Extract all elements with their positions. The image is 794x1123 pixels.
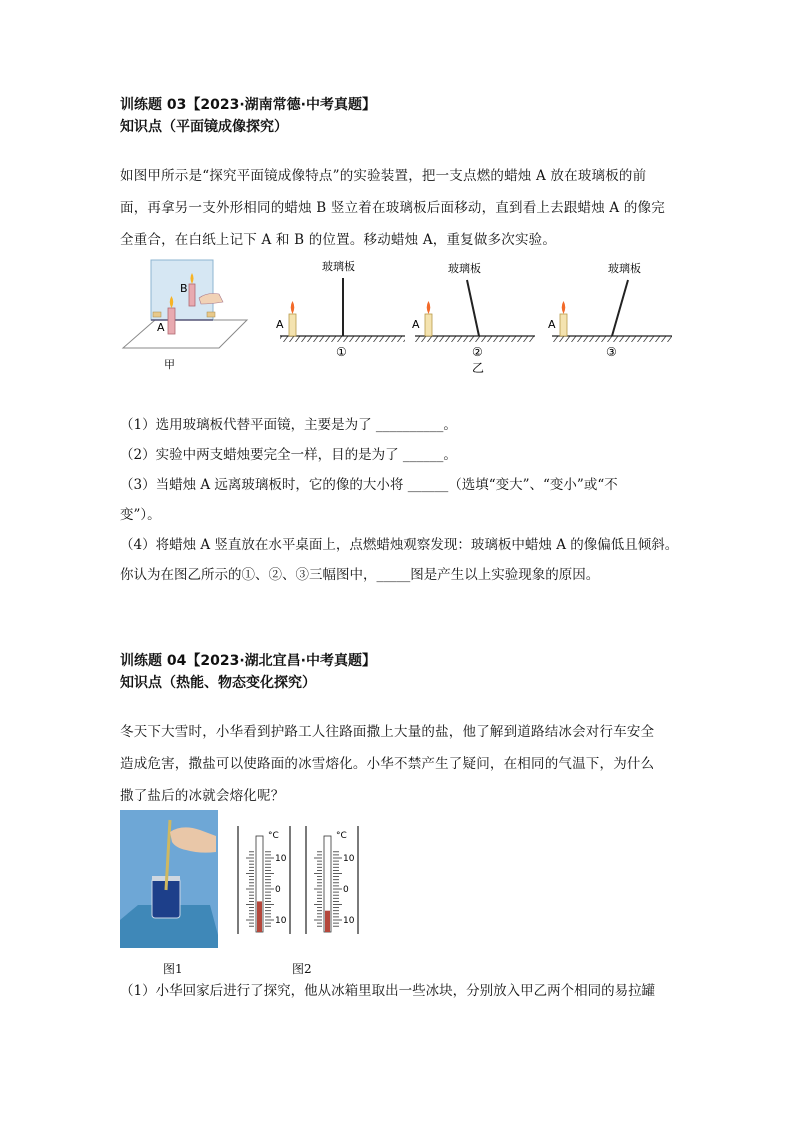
panel-number: ② (472, 345, 483, 359)
question-3-line2: 变”）。 (120, 507, 161, 523)
tick-label: 10 (275, 854, 287, 864)
thermometer-1 (238, 826, 290, 934)
candle-b (189, 284, 195, 306)
section1-paragraph (120, 160, 680, 256)
thermometer-2 (306, 826, 358, 934)
fig2-caption: 图2 (292, 962, 312, 976)
section2-title: 训练题 04【2023·湖北宜昌·中考真题】 (120, 653, 376, 669)
label-a: A (412, 318, 420, 331)
figure1-photo (120, 810, 218, 948)
unit-label: °C (268, 831, 279, 841)
label-a: A (548, 318, 556, 331)
board-label: 玻璃板 (448, 262, 481, 275)
section2-question-1: （1）小华回家后进行了探究，他从冰箱里取出一些冰块，分别放入甲乙两个相同的易拉罐 (120, 983, 656, 999)
board-label: 玻璃板 (608, 262, 641, 275)
question-3-line1: （3）当蜡烛 A 远离玻璃板时，它的像的大小将 ______（选填“变大”、“变小”或“不 (120, 477, 618, 493)
figure-jia (115, 258, 255, 376)
paragraph-line: 造成危害，撒盐可以使路面的冰雪熔化。小华不禁产生了疑问，在相同的气温下，为什么 (120, 756, 655, 772)
section1-title: 训练题 03【2023·湖南常德·中考真题】 (120, 97, 376, 113)
label-a: A (276, 318, 284, 331)
candle-2 (425, 314, 432, 336)
tick-label: 10 (343, 854, 355, 864)
unit-label: °C (336, 831, 347, 841)
question-1: （1）选用玻璃板代替平面镜，主要是为了 __________。 (120, 417, 457, 433)
tick-label: 0 (275, 885, 281, 895)
paragraph-line: 冬天下大雪时，小华看到护路工人往路面撒上大量的盐，他了解到道路结冰会对行车安全 (120, 724, 655, 740)
question-2: （2）实验中两支蜡烛要完全一样，目的是为了 ______。 (120, 447, 457, 463)
flame-3 (562, 301, 566, 314)
fig1-caption: 图1 (163, 962, 183, 976)
panel-1 (276, 259, 405, 359)
question-4-line1: （4）将蜡烛 A 竖直放在水平桌面上，点燃蜡烛观察发现：玻璃板中蜡烛 A 的像偏低且倾斜。 (120, 537, 679, 553)
candle-3 (560, 314, 567, 336)
thermometer-liquid (257, 901, 262, 932)
paragraph-line: 面，再拿另一支外形相同的蜡烛 B 竖立着在玻璃板后面移动，直到看上去跟蜡烛 A 的像完 (120, 200, 665, 216)
yi-caption: 乙 (472, 361, 485, 374)
section1-knowledge: 知识点（平面镜成像探究） (120, 119, 288, 135)
label-b: B (180, 282, 188, 295)
section1-questions (120, 410, 690, 590)
panel-3 (548, 261, 672, 359)
section2-paragraph (120, 716, 680, 812)
paragraph-line: 全重合，在白纸上记下 A 和 B 的位置。移动蜡烛 A，重复做多次实验。 (120, 232, 557, 248)
paragraph-line: 撒了盐后的冰就会熔化呢？ (120, 788, 285, 804)
flame-1 (291, 301, 295, 314)
paragraph-line: 如图甲所示是“探究平面镜成像特点”的实验装置，把一支点燃的蜡烛 A 放在玻璃板的前 (120, 168, 647, 184)
section2-knowledge: 知识点（热能、物态变化探究） (120, 675, 316, 691)
tick-label: 10 (343, 916, 355, 926)
jia-caption: 甲 (164, 358, 175, 371)
tick-label: 0 (343, 885, 349, 895)
tick-label: 10 (275, 916, 287, 926)
figure-yi (270, 256, 680, 374)
panel-number: ③ (606, 345, 617, 359)
candle-1 (289, 314, 296, 336)
candle-a (168, 308, 175, 334)
question-4-line2: 你认为在图乙所示的①、②、③三幅图中，_____图是产生以上实验现象的原因。 (120, 567, 600, 583)
figure2-thermometers (234, 822, 369, 940)
glass-board-3 (612, 280, 628, 336)
board-label: 玻璃板 (322, 260, 355, 273)
thermometer-liquid (325, 911, 330, 932)
glass-board-2 (467, 280, 479, 336)
panel-2 (412, 261, 535, 374)
paper-sheet (123, 320, 247, 348)
panel-number: ① (336, 345, 347, 359)
label-a: A (157, 321, 165, 334)
flame-2 (427, 301, 431, 314)
